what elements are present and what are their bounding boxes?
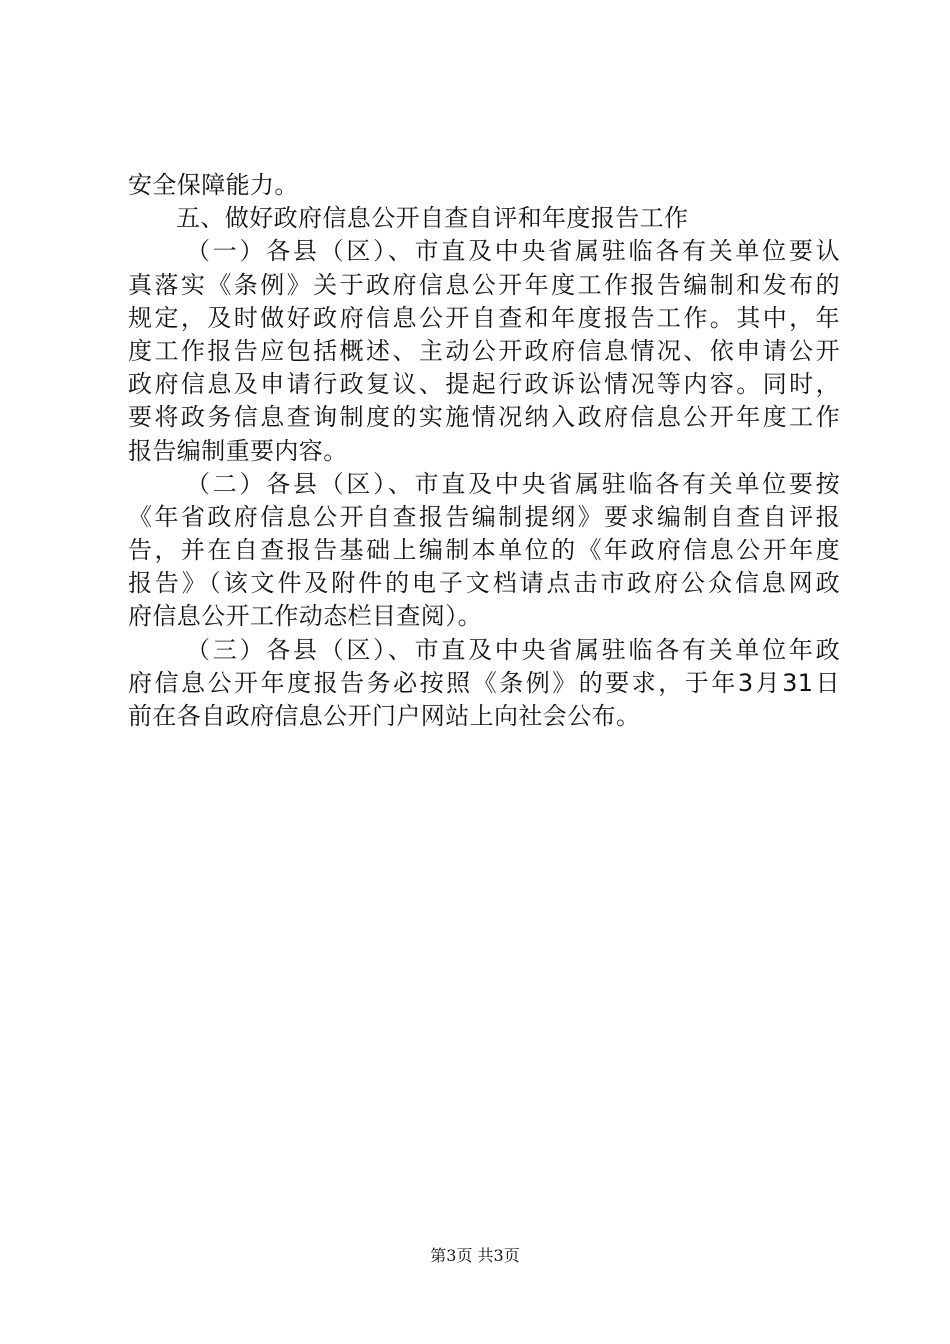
- paragraph-line: 安全保障能力。: [128, 171, 299, 199]
- paragraph-line: 规定，及时做好政府信息公开自查和年度报告工作。其中，年: [128, 303, 840, 332]
- paragraph-line: 报告编制重要内容。: [128, 436, 348, 465]
- page-number: 第3页 共3页: [430, 1246, 520, 1265]
- paragraph-line: 报告》（该文件及附件的电子文档请点击市政府公众信息网政: [128, 569, 840, 598]
- paragraph-line: （三）各县（区）、市直及中央省属驻临各有关单位年政: [186, 635, 840, 664]
- paragraph-line: 府信息公开工作动态栏目查阅）。: [128, 602, 482, 631]
- paragraph-line: （二）各县（区）、市直及中央省属驻临各有关单位要按: [186, 469, 840, 498]
- section-heading: 五、做好政府信息公开自查自评和年度报告工作: [176, 204, 689, 233]
- paragraph-line: 真落实《条例》关于政府信息公开年度工作报告编制和发布的: [128, 270, 840, 299]
- paragraph-line: 要将政务信息查询制度的实施情况纳入政府信息公开年度工作: [128, 403, 840, 432]
- paragraph-line: 告，并在自查报告基础上编制本单位的《年政府信息公开年度: [128, 536, 840, 565]
- paragraph-line: （一）各县（区）、市直及中央省属驻临各有关单位要认: [186, 237, 840, 266]
- paragraph-line: 度工作报告应包括概述、主动公开政府信息情况、依申请公开: [128, 336, 840, 365]
- paragraph-line: 府信息公开年度报告务必按照《条例》的要求，于年3月31日: [128, 668, 840, 697]
- paragraph-line: 政府信息及申请行政复议、提起行政诉讼情况等内容。同时，: [128, 370, 840, 399]
- document-body: [128, 169, 840, 733]
- page-footer: [0, 1246, 950, 1266]
- paragraph-line: 《年省政府信息公开自查报告编制提纲》要求编制自查自评报: [128, 502, 840, 531]
- paragraph-line: 前在各自政府信息公开门户网站上向社会公布。: [128, 702, 641, 730]
